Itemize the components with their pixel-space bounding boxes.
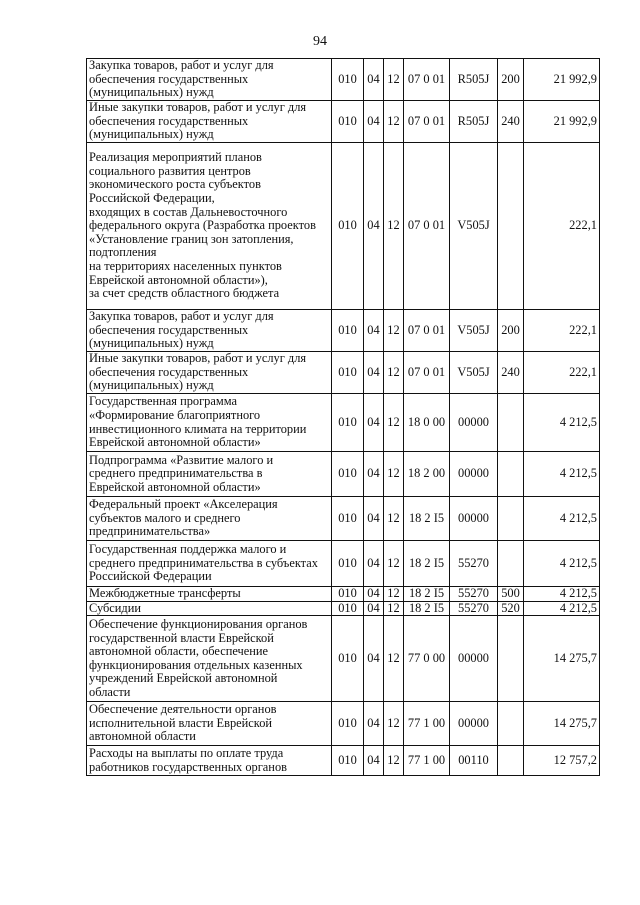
table-row [87, 601, 600, 616]
row-section-code: 04 [364, 310, 384, 352]
row-direction-code: 00000 [450, 702, 498, 746]
row-subsection-code: 12 [384, 746, 404, 776]
row-department-code: 010 [332, 587, 364, 602]
row-name: Государственная программа «Формирование благоприятного инвестиционного климата на территории Еврейской автономной области» [87, 394, 332, 452]
row-expense-type [498, 143, 524, 310]
row-expense-type: 240 [498, 101, 524, 143]
row-name: Подпрограмма «Развитие малого и среднего предпринимательства в Еврейской автономной области» [87, 452, 332, 497]
row-expense-type: 200 [498, 310, 524, 352]
row-direction-code: V505J [450, 352, 498, 394]
row-department-code: 010 [332, 310, 364, 352]
row-subsection-code: 12 [384, 310, 404, 352]
row-amount: 222,1 [524, 352, 600, 394]
table-row [87, 746, 600, 776]
row-department-code: 010 [332, 497, 364, 541]
row-direction-code: V505J [450, 143, 498, 310]
table-row [87, 143, 600, 310]
table-row [87, 310, 600, 352]
row-direction-code: 55270 [450, 587, 498, 602]
row-subsection-code: 12 [384, 452, 404, 497]
row-name: Государственная поддержка малого и среднего предпринимательства в субъектах Российской Федерации [87, 541, 332, 587]
row-section-code: 04 [364, 616, 384, 702]
table-row [87, 59, 600, 101]
row-department-code: 010 [332, 746, 364, 776]
row-expense-type [498, 702, 524, 746]
row-direction-code: 00000 [450, 452, 498, 497]
row-direction-code: 00110 [450, 746, 498, 776]
row-expense-type: 240 [498, 352, 524, 394]
row-section-code: 04 [364, 143, 384, 310]
row-section-code: 04 [364, 59, 384, 101]
row-name: Закупка товаров, работ и услуг для обеспечения государственных (муниципальных) нужд [87, 310, 332, 352]
row-amount: 4 212,5 [524, 601, 600, 616]
row-expense-type [498, 541, 524, 587]
row-subsection-code: 12 [384, 352, 404, 394]
row-name: Реализация мероприятий планов социального развития центров экономического роста субъектов Российской Федерации, входящих в состав Дальневосточного федерального округа (Разработка проектов «Установление границ зон затопления, подтопления на территориях населенных пунктов Еврейской автономной области»), за счет средств областного бюджета [87, 143, 332, 310]
row-expense-type [498, 746, 524, 776]
row-program-code: 18 2 I5 [404, 601, 450, 616]
row-section-code: 04 [364, 601, 384, 616]
row-subsection-code: 12 [384, 616, 404, 702]
row-department-code: 010 [332, 143, 364, 310]
row-expense-type: 520 [498, 601, 524, 616]
row-section-code: 04 [364, 101, 384, 143]
row-amount: 14 275,7 [524, 616, 600, 702]
row-program-code: 77 0 00 [404, 616, 450, 702]
row-section-code: 04 [364, 746, 384, 776]
row-name: Закупка товаров, работ и услуг для обеспечения государственных (муниципальных) нужд [87, 59, 332, 101]
row-expense-type [498, 452, 524, 497]
row-name: Иные закупки товаров, работ и услуг для обеспечения государственных (муниципальных) нужд [87, 101, 332, 143]
row-program-code: 77 1 00 [404, 746, 450, 776]
row-name: Обеспечение функционирования органов государственной власти Еврейской автономной области, обеспечение функционирования отдельных казенных учреждений Еврейской автономной области [87, 616, 332, 702]
row-department-code: 010 [332, 616, 364, 702]
row-direction-code: 55270 [450, 601, 498, 616]
row-section-code: 04 [364, 394, 384, 452]
row-direction-code: 00000 [450, 394, 498, 452]
table-row [87, 452, 600, 497]
row-amount: 14 275,7 [524, 702, 600, 746]
row-amount: 222,1 [524, 310, 600, 352]
table-row [87, 616, 600, 702]
row-section-code: 04 [364, 702, 384, 746]
row-program-code: 18 2 I5 [404, 587, 450, 602]
row-direction-code: 55270 [450, 541, 498, 587]
row-name: Межбюджетные трансферты [87, 587, 332, 602]
row-section-code: 04 [364, 452, 384, 497]
row-program-code: 07 0 01 [404, 143, 450, 310]
row-amount: 21 992,9 [524, 59, 600, 101]
row-amount: 4 212,5 [524, 452, 600, 497]
row-subsection-code: 12 [384, 394, 404, 452]
row-department-code: 010 [332, 101, 364, 143]
row-amount: 4 212,5 [524, 541, 600, 587]
row-subsection-code: 12 [384, 702, 404, 746]
row-expense-type [498, 616, 524, 702]
row-department-code: 010 [332, 352, 364, 394]
row-department-code: 010 [332, 601, 364, 616]
row-department-code: 010 [332, 452, 364, 497]
row-subsection-code: 12 [384, 59, 404, 101]
row-expense-type: 200 [498, 59, 524, 101]
budget-table [86, 58, 600, 776]
row-section-code: 04 [364, 587, 384, 602]
row-subsection-code: 12 [384, 497, 404, 541]
row-program-code: 07 0 01 [404, 59, 450, 101]
row-expense-type [498, 394, 524, 452]
row-department-code: 010 [332, 59, 364, 101]
row-program-code: 18 0 00 [404, 394, 450, 452]
table-row [87, 541, 600, 587]
row-direction-code: R505J [450, 59, 498, 101]
row-section-code: 04 [364, 541, 384, 587]
table-row [87, 101, 600, 143]
row-amount: 222,1 [524, 143, 600, 310]
row-program-code: 07 0 01 [404, 352, 450, 394]
row-subsection-code: 12 [384, 587, 404, 602]
row-amount: 4 212,5 [524, 497, 600, 541]
row-program-code: 07 0 01 [404, 101, 450, 143]
table-row [87, 352, 600, 394]
row-name: Федеральный проект «Акселерация субъектов малого и среднего предпринимательства» [87, 497, 332, 541]
table-row [87, 587, 600, 602]
table-row [87, 394, 600, 452]
row-department-code: 010 [332, 394, 364, 452]
row-name: Обеспечение деятельности органов исполнительной власти Еврейской автономной области [87, 702, 332, 746]
row-name: Иные закупки товаров, работ и услуг для обеспечения государственных (муниципальных) нужд [87, 352, 332, 394]
row-amount: 21 992,9 [524, 101, 600, 143]
row-name: Субсидии [87, 601, 332, 616]
page-number: 94 [313, 34, 327, 49]
row-program-code: 77 1 00 [404, 702, 450, 746]
row-program-code: 18 2 I5 [404, 497, 450, 541]
row-program-code: 18 2 I5 [404, 541, 450, 587]
table-body [87, 59, 600, 776]
row-direction-code: 00000 [450, 497, 498, 541]
row-subsection-code: 12 [384, 143, 404, 310]
row-subsection-code: 12 [384, 541, 404, 587]
row-department-code: 010 [332, 541, 364, 587]
row-amount: 4 212,5 [524, 394, 600, 452]
row-department-code: 010 [332, 702, 364, 746]
row-subsection-code: 12 [384, 601, 404, 616]
row-program-code: 18 2 00 [404, 452, 450, 497]
row-program-code: 07 0 01 [404, 310, 450, 352]
table-row [87, 497, 600, 541]
row-section-code: 04 [364, 497, 384, 541]
row-amount: 12 757,2 [524, 746, 600, 776]
row-direction-code: 00000 [450, 616, 498, 702]
row-expense-type [498, 497, 524, 541]
row-subsection-code: 12 [384, 101, 404, 143]
row-direction-code: V505J [450, 310, 498, 352]
row-expense-type: 500 [498, 587, 524, 602]
row-amount: 4 212,5 [524, 587, 600, 602]
row-section-code: 04 [364, 352, 384, 394]
table-row [87, 702, 600, 746]
row-name: Расходы на выплаты по оплате труда работников государственных органов [87, 746, 332, 776]
row-direction-code: R505J [450, 101, 498, 143]
